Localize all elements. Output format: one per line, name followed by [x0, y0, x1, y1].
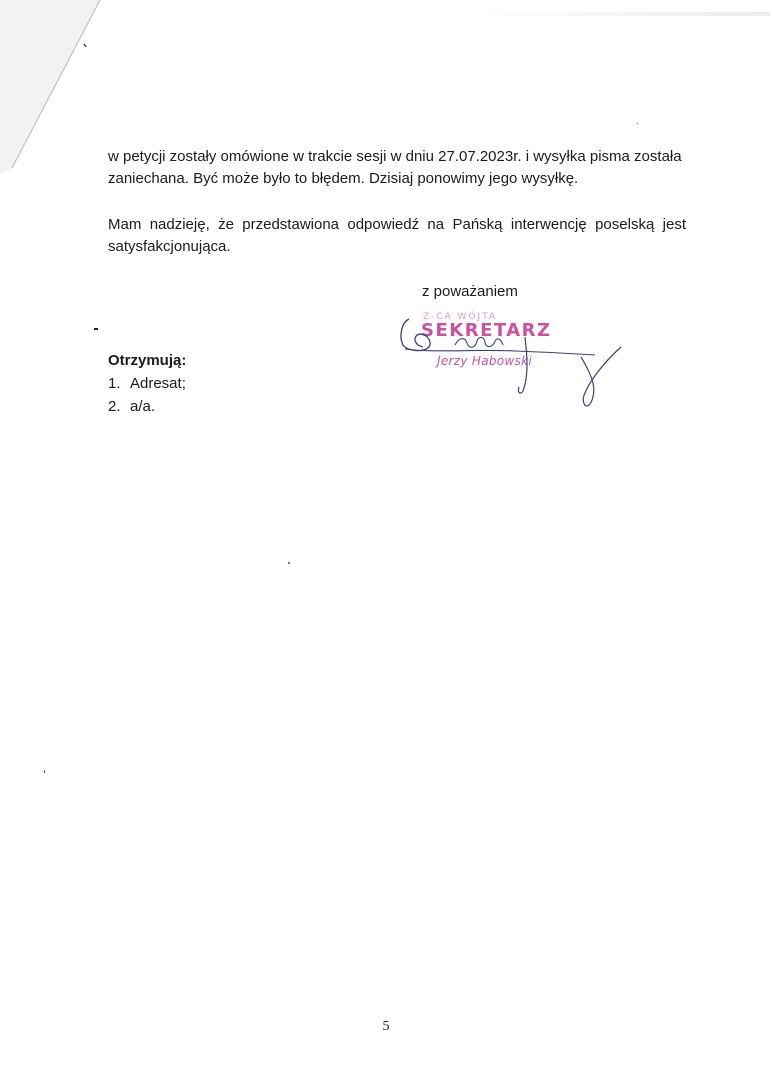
closing-salutation: z poważaniem	[422, 283, 518, 300]
list-item	[108, 372, 186, 395]
recipients-list	[108, 372, 186, 418]
stamp-title: SEKRETARZ	[421, 320, 552, 341]
official-stamp	[395, 305, 635, 410]
page-number: 5	[382, 1019, 390, 1034]
handwritten-signature	[395, 305, 635, 410]
scan-speck	[637, 123, 638, 124]
scan-edge-shadow	[470, 12, 770, 16]
list-item-label: Adresat;	[130, 375, 186, 392]
scan-speck	[44, 770, 45, 773]
body-paragraph-2: Mam nadzieję, że przedstawiona odpowiedź na Pańską interwencję poselską jest satysfakcjonująca.	[108, 216, 686, 255]
list-item-number: 1.	[108, 375, 121, 392]
list-item-number: 2.	[108, 398, 121, 415]
folded-corner-artifact	[0, 0, 110, 175]
list-item	[108, 395, 186, 418]
recipients-heading: Otrzymują:	[108, 352, 187, 369]
scan-speck	[288, 562, 290, 564]
stray-mark	[94, 328, 98, 330]
recipients-block	[108, 349, 186, 418]
stamp-top-line: Z-CA WÓJTA	[423, 312, 498, 322]
body-paragraph-1: w petycji zostały omówione w trakcie sesji w dniu 27.07.2023r. i wysyłka pisma została zaniechana. Być może było to błędem. Dzisiaj ponowimy jego wysyłkę.	[108, 148, 682, 187]
stamp-name: Jerzy Habowski	[437, 354, 532, 368]
list-item-label: a/a.	[130, 398, 156, 415]
